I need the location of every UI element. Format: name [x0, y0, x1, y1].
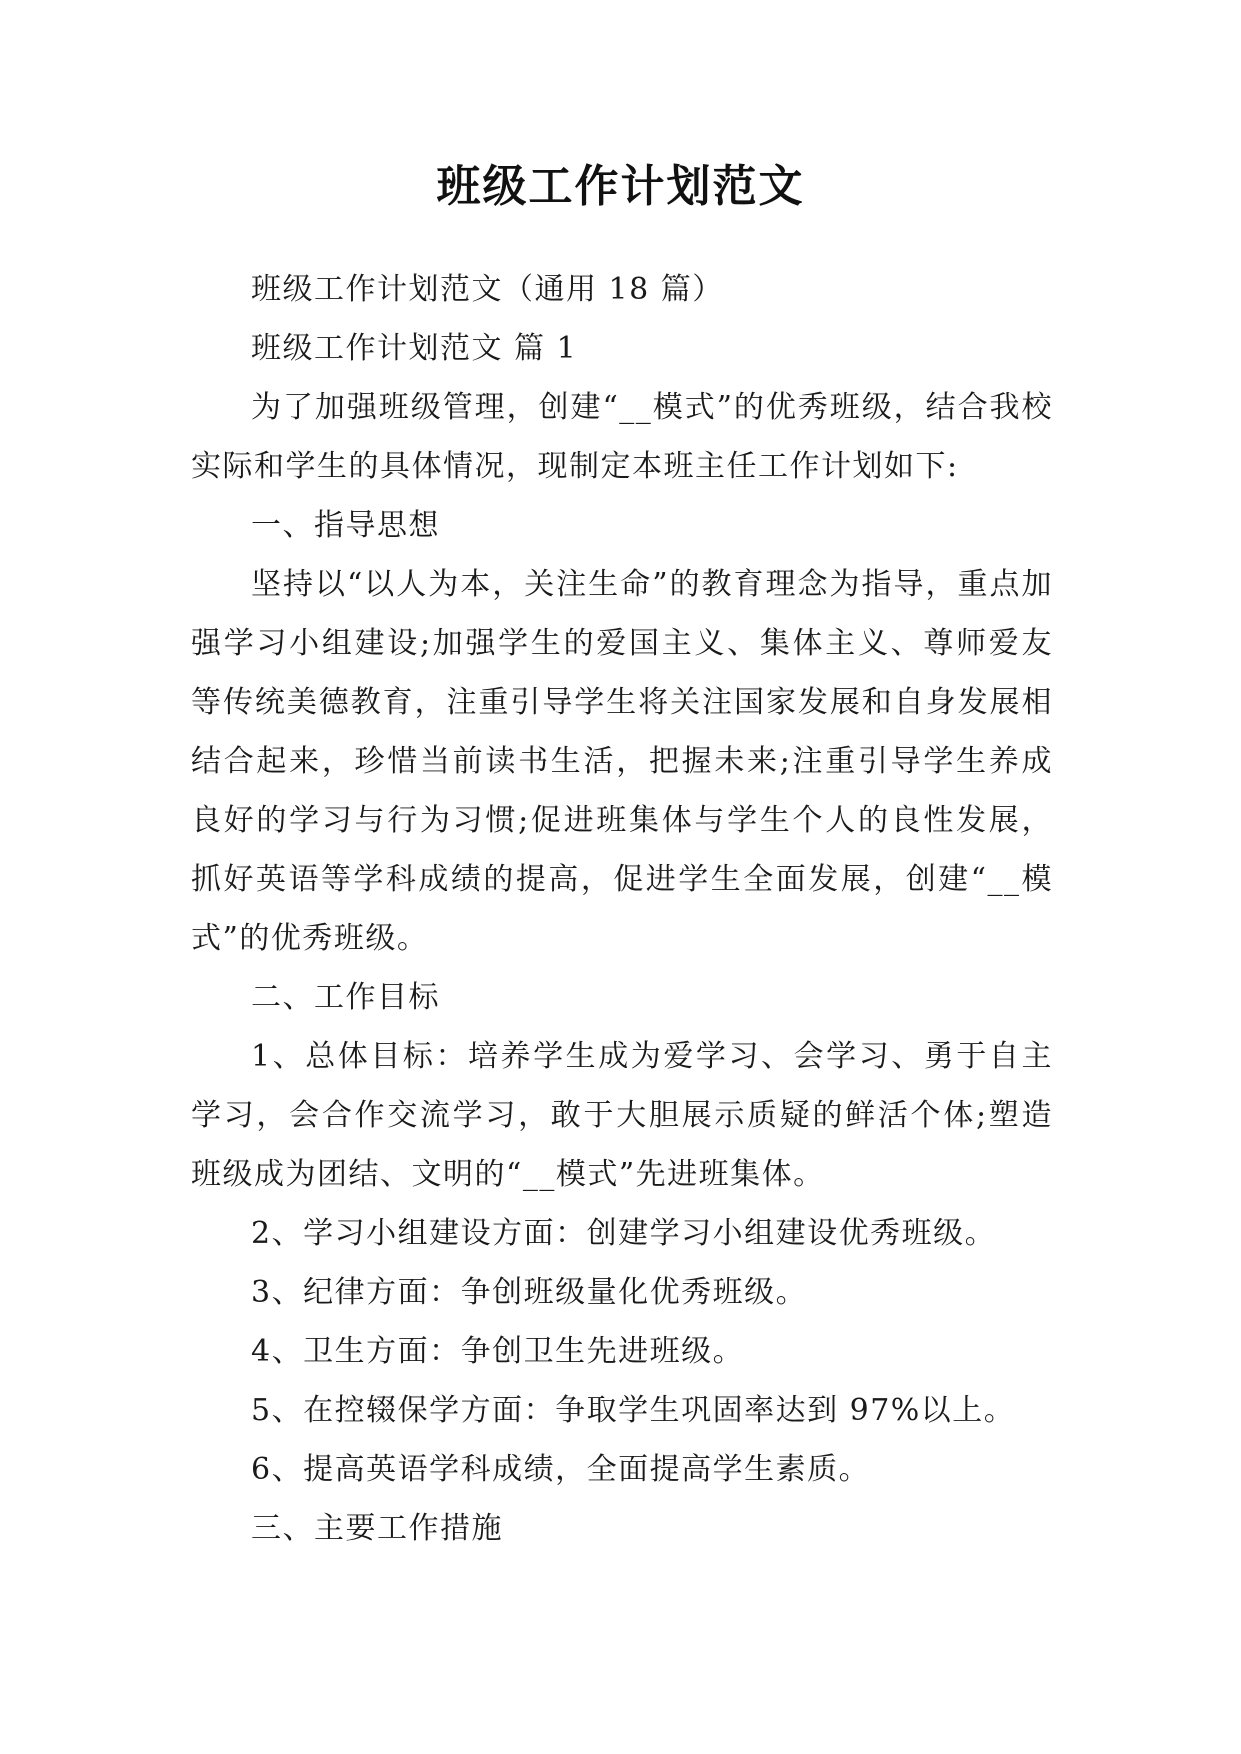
heading-main-measures: 三、主要工作措施 — [251, 1511, 503, 1546]
list-item-goal-3: 3、纪律方面：争创班级量化优秀班级。 — [251, 1275, 808, 1310]
list-item-goal-2: 2、学习小组建设方面：创建学习小组建设优秀班级。 — [251, 1216, 997, 1251]
heading-guiding-thought: 一、指导思想 — [251, 508, 440, 543]
paragraph-intro: 为了加强班级管理，创建“__模式”的优秀班级，结合我校实际和学生的具体情况，现制定本班主任工作计划如下: — [191, 390, 1053, 484]
list-item-goal-1: 1、总体目标：培养学生成为爱学习、会学习、勇于自主学习，会合作交流学习，敢于大胆展示质疑的鲜活个体;塑造班级成为团结、文明的“__模式”先进班集体。 — [191, 1039, 1053, 1192]
document-body — [191, 260, 1053, 1558]
list-item-goal-5: 5、在控辍保学方面：争取学生巩固率达到 97%以上。 — [251, 1393, 1016, 1428]
paragraph-subtitle: 班级工作计划范文（通用 18 篇） — [251, 272, 724, 307]
heading-work-goals: 二、工作目标 — [251, 980, 440, 1015]
document-title: 班级工作计划范文 — [436, 161, 805, 212]
list-item-goal-4: 4、卫生方面：争创卫生先进班级。 — [251, 1334, 745, 1369]
paragraph-section-heading: 班级工作计划范文 篇 1 — [251, 331, 578, 366]
list-item-goal-6: 6、提高英语学科成绩，全面提高学生素质。 — [251, 1452, 871, 1487]
paragraph-guiding-thought: 坚持以“以人为本，关注生命”的教育理念为指导，重点加强学习小组建设;加强学生的爱国主义、集体主义、尊师爱友等传统美德教育，注重引导学生将关注国家发展和自身发展相结合起来，珍惜当前读书生活，把握未来;注重引导学生养成良好的学习与行为习惯;促进班集体与学生个人的良性发展，抓好英语等学科成绩的提高，促进学生全面发展，创建“__模式”的优秀班级。 — [191, 567, 1053, 956]
